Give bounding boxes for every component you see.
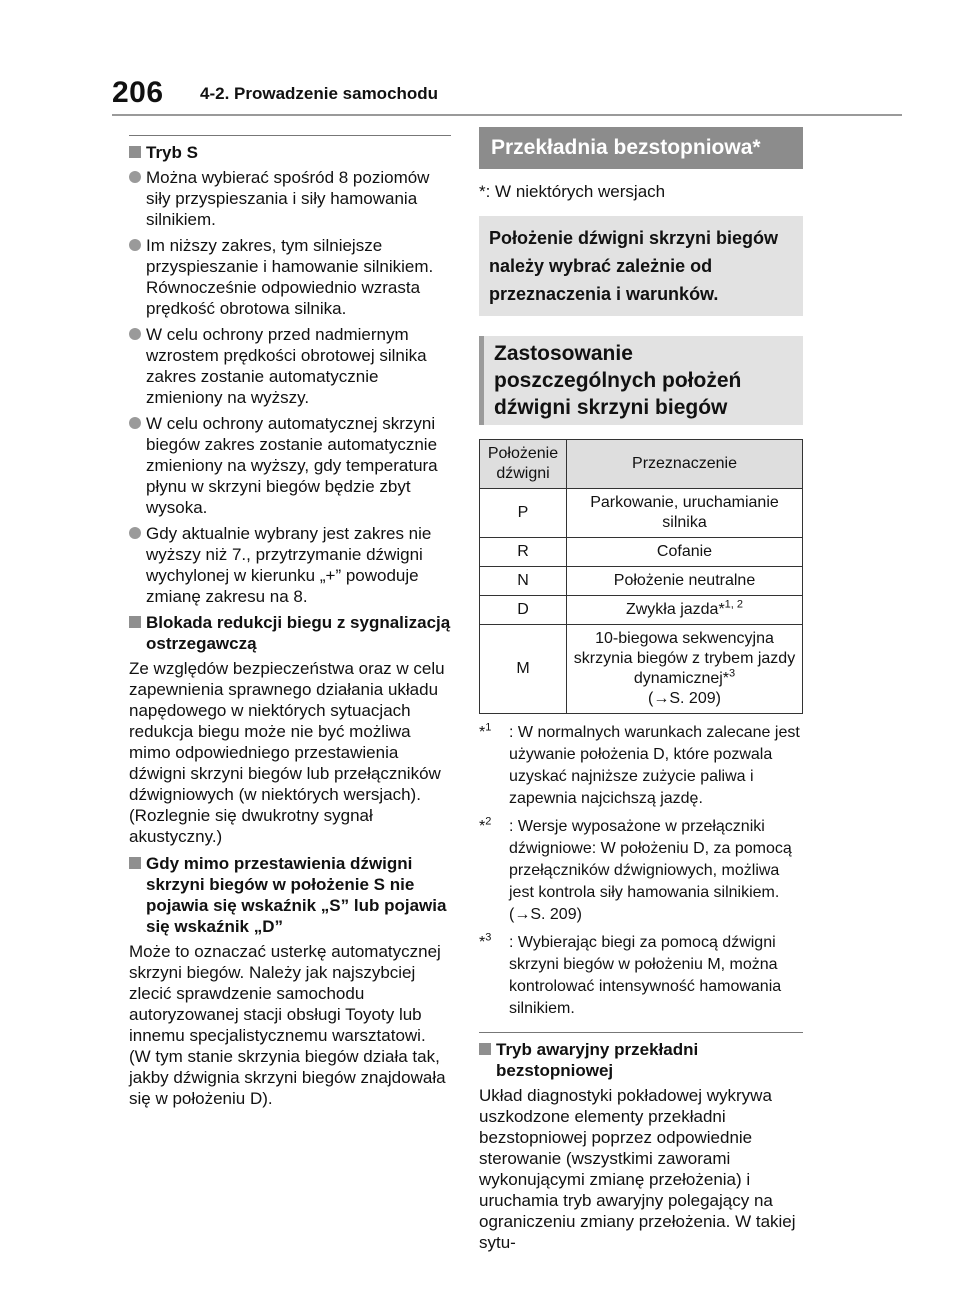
lever-position-table <box>479 439 803 714</box>
heading-wskaznik: Gdy mimo przestawienia dźwigni skrzyni biegów w położenie S nie pojawia się wskaźnik „S” lub pojawia się wskaźnik „D” <box>129 853 451 937</box>
cell-purpose-text: Zwykła jazda* <box>625 601 725 618</box>
paragraph-tryb-awaryjny: Układ diagnostyki pokładowej wykrywa uszkodzone elementy przekładni bezstopniowej poprzez odpowiednie sterowanie (wszystkimi zaworami wykonującymi zmianę przełożenia) i uruchamia tryb awaryjny polegający na ograniczeniu zmiany przełożenia. W takiej sytu- <box>479 1086 796 1252</box>
bullet-item: Im niższy zakres, tym silniejsze przyspieszanie i hamowanie silnikiem. Równocześnie odpowiednio wzrasta prędkość obrotowa silnika. <box>129 235 451 319</box>
section-divider <box>479 1032 803 1033</box>
heading-tryb-s: Tryb S <box>129 142 451 163</box>
footnote-mark: *$^3$ <box>479 931 492 951</box>
left-column <box>129 135 451 1115</box>
page-reference: (→S. 209) <box>648 690 721 707</box>
bullet-item: Można wybierać spośród 8 poziomów siły przyspieszania i siły hamowania silnikiem. <box>129 167 451 230</box>
cell-position: D <box>480 596 567 625</box>
column-header-purpose: Przeznaczenie <box>567 440 803 489</box>
bullet-item: W celu ochrony automatycznej skrzyni biegów zakres zostanie automatycznie zmieniony na wyższy, gdy temperatura płynu w skrzyni biegów będzie zbyt wysoka. <box>129 413 451 518</box>
section-title: 4-2. Prowadzenie samochodu <box>200 84 439 103</box>
right-column <box>479 127 803 1259</box>
section-divider <box>129 135 451 136</box>
footnote-mark: *$^2$ <box>479 815 492 835</box>
heading-tryb-awaryjny: Tryb awaryjny przekładni bezstopniowej <box>479 1039 803 1081</box>
bullet-item: Gdy aktualnie wybrany jest zakres nie wyższy niż 7., przytrzymanie dźwigni wychylonej w kierunku „+” powoduje zmianę zakresu na 8. <box>129 523 451 607</box>
cell-purpose: Parkowanie, uruchamianie silnika <box>567 489 803 538</box>
footnote <box>479 932 803 1020</box>
cell-purpose: Położenie neutralne <box>567 567 803 596</box>
table-row <box>480 538 803 567</box>
cell-position: R <box>480 538 567 567</box>
footnote-ref: 3 <box>729 667 736 680</box>
table-row <box>480 596 803 625</box>
table-row <box>480 625 803 714</box>
cell-purpose-text: 10-biegowa sekwencyjna skrzynia biegów z trybem jazdy dynamicznej* <box>573 630 796 687</box>
paragraph-blokada: Ze względów bezpieczeństwa oraz w celu zapewnienia sprawnego działania układu napędowego w niektórych sytuacjach redukcja biegu może nie być możliwa mimo odpowiedniego przestawienia dźwigni skrzyni biegów lub przełączników dźwigniowych (w niektórych wersjach). (Rozlegnie się dwukrotny sygnał akustyczny.) <box>129 659 445 846</box>
bullet-item: W celu ochrony przed nadmiernym wzrostem prędkości obrotowej silnika zakres zostanie automatycznie zmieniony na wyższy. <box>129 324 451 408</box>
footnote-text: : Wersje wyposażone w przełączniki dźwigniowe: W położeniu D, za pomocą przełączników dźwigniowych, możliwa jest kontrola siły hamowania silnikiem. (→S. 209) <box>509 818 792 923</box>
cell-purpose <box>567 596 803 625</box>
cell-position: P <box>480 489 567 538</box>
footnote <box>479 722 803 810</box>
table-row <box>480 567 803 596</box>
footnote-text: : W normalnych warunkach zalecane jest używanie położenia D, które pozwala uzyskać najniższe zużycie paliwa i zapewnia najcichszą jazdę. <box>509 724 800 807</box>
page-number: 206 <box>112 76 164 109</box>
cell-position: M <box>480 625 567 714</box>
footnote-ref: 1, 2 <box>724 598 744 611</box>
paragraph-wskaznik: Może to oznaczać usterkę automatycznej skrzyni biegów. Należy jak najszybciej zlecić sprawdzenie samochodu autoryzowanej stacji obsługi Toyoty lub innemu specjalistycznemu warsztatowi. (W tym stanie skrzynia biegów działa tak, jakby dźwignia skrzyni biegów znajdowała się w położeniu D). <box>129 942 446 1108</box>
intro-box: Położenie dźwigni skrzyni biegów należy wybrać zależnie od przeznaczenia i warunków. <box>479 216 803 316</box>
cell-purpose: Cofanie <box>567 538 803 567</box>
footnote <box>479 816 803 926</box>
heading-blokada: Blokada redukcji biegu z sygnalizacją ostrzegawczą <box>129 612 451 654</box>
table-row <box>480 489 803 538</box>
cell-purpose <box>567 625 803 714</box>
header-divider <box>112 114 902 116</box>
subsection-heading: Zastosowanie poszczególnych położeń dźwigni skrzyni biegów <box>479 336 803 425</box>
footnote-mark: *$^1$ <box>479 721 492 741</box>
section-title-bar: Przekładnia bezstopniowa* <box>479 127 803 169</box>
table-header-row <box>480 440 803 489</box>
version-note: *: W niektórych wersjach <box>479 182 666 201</box>
cell-position: N <box>480 567 567 596</box>
column-header-position: Położenie dźwigni <box>480 440 567 489</box>
footnote-text: : Wybierając biegi za pomocą dźwigni skrzyni biegów w położeniu M, można kontrolować intensywność hamowania silnikiem. <box>509 934 782 1017</box>
